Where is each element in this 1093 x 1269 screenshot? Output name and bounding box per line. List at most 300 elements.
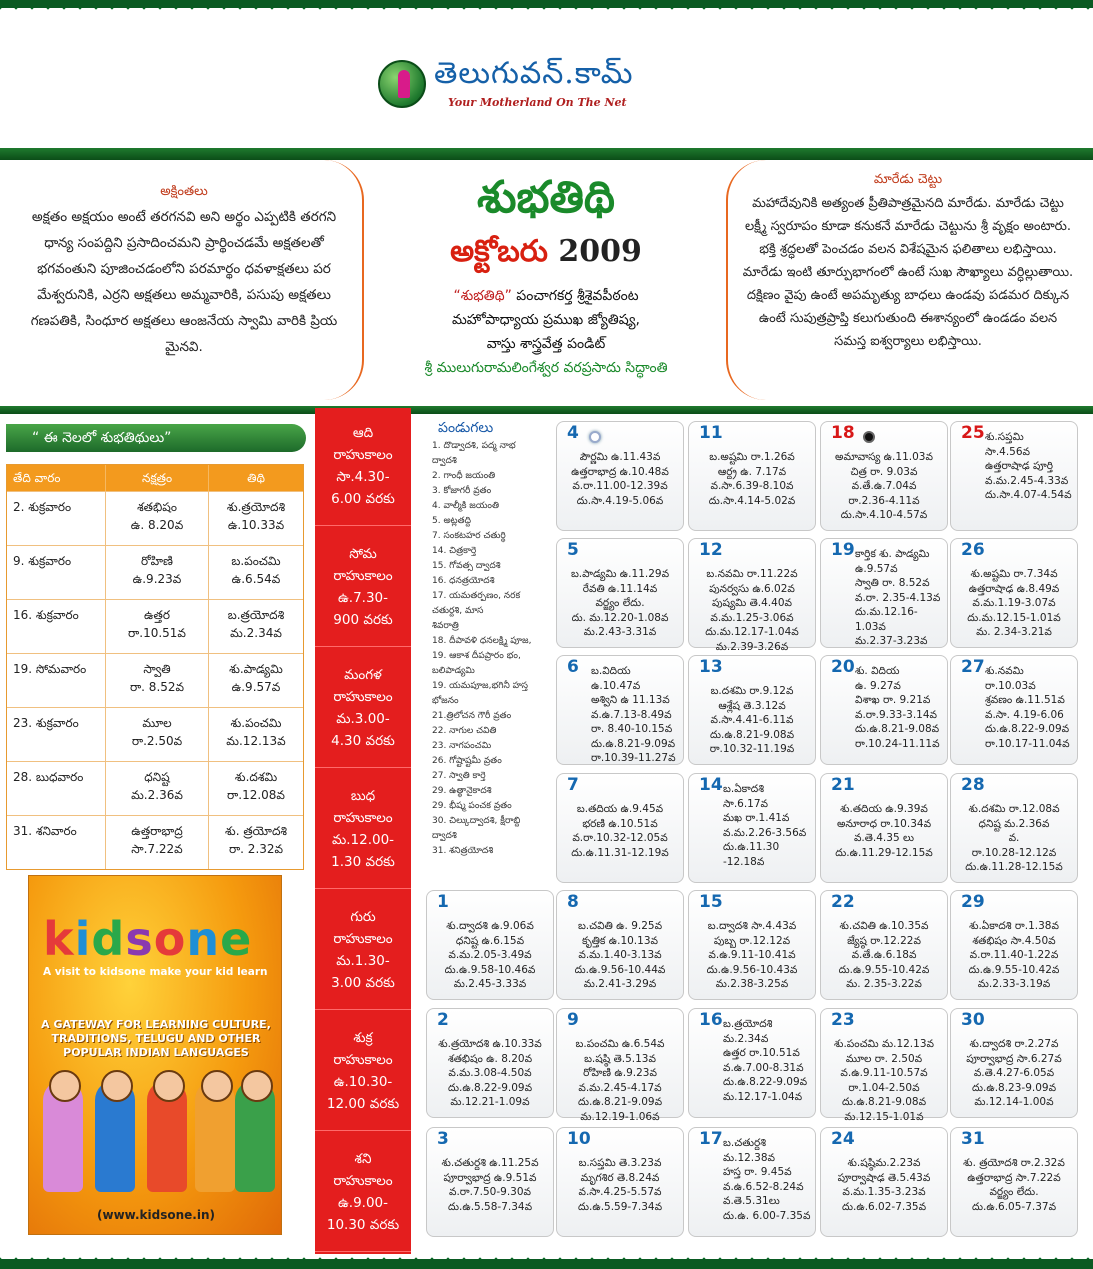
day-detail-line: దు.ఉ.8.22-9.09వ <box>723 1076 808 1088</box>
day-detail-line: వ.తే.ఉ.7.04వ <box>851 480 917 492</box>
day-detail-line: వ.మ.2.45-4.17వ <box>578 1081 662 1094</box>
credit-name: శ్రీ ములుగురామలింగేశ్వర వరప్రసాదు సిద్ధాంతి <box>424 360 668 376</box>
day-number: 27 <box>961 657 985 677</box>
rahukalam-block <box>315 1134 411 1252</box>
festival-item: 23. నాగపంచమి <box>432 741 492 751</box>
day-detail-line: బ.సప్తమి తె.3.23వ <box>578 1157 662 1169</box>
day-detail-line: పుష్యమి తె.4.40వ <box>712 597 792 609</box>
rahukalam-day: బుధ <box>350 788 376 804</box>
site-logo[interactable] <box>378 56 638 112</box>
row-nakshatra: ఉత్తరాభాద్ర సా.7.22వ <box>105 816 209 869</box>
day-cell[interactable] <box>426 890 554 1000</box>
day-detail-line: జ్యేష్ఠ రా.12.22వ <box>847 934 921 947</box>
day-detail-line: ఉ.9.57వ <box>855 562 898 575</box>
row-tithi: శు. త్రయోదశి రా. 2.32వ <box>224 824 288 856</box>
header-tithi: తిథి <box>247 471 265 485</box>
day-detail-line: దు.ఉ.8.21-9.08వ <box>855 723 940 735</box>
logo-text: తెలుగువన్.కామ్ <box>434 56 634 91</box>
table-row <box>7 707 303 761</box>
day-cell[interactable] <box>820 773 948 883</box>
table-row <box>7 491 303 545</box>
festival-item: 16. ధనత్రయోదశి <box>432 576 495 586</box>
day-detail-line: దు.ఉ.5.58-7.34వ <box>447 1200 533 1213</box>
day-detail-line: వ.రా.7.50-9.30వ <box>449 1186 531 1198</box>
festival-item: 29. ఉత్థానైకాదశి <box>432 786 492 796</box>
day-detail-line: దు.ఉ.8.21-9.09వ <box>577 1096 663 1108</box>
day-detail-line: వ.మ.1.40-3.13వ <box>578 949 662 961</box>
rahukalam-label: రాహుకాలం <box>333 931 393 947</box>
rahukalam-label: రాహుకాలం <box>333 568 393 584</box>
day-cell[interactable] <box>556 1008 684 1123</box>
shubha-table <box>6 464 304 870</box>
festival-item: భోజనం <box>432 696 459 706</box>
day-number: 22 <box>831 892 855 912</box>
day-detail-line: వ.ఉ.7.13-8.49వ <box>591 708 672 721</box>
day-detail-line: వ.తె.4.27-6.05వ <box>973 1067 1055 1079</box>
day-detail-line: శు.అష్టమి రా.7.34వ <box>970 568 1058 580</box>
rahukalam-day: శని <box>354 1151 372 1167</box>
day-detail-line: హస్త రా. 9.45వ <box>723 1166 792 1178</box>
kid-illustration <box>147 1080 187 1192</box>
maredu-title: మారేడు చెట్టు <box>873 172 943 187</box>
month-name: అక్టోబరు <box>450 234 548 269</box>
day-number: 18 <box>831 423 855 443</box>
day-cell[interactable] <box>688 773 816 883</box>
day-detail-line: దు.ఉ.8.22-9.09వ <box>447 1081 533 1094</box>
ad-tagline: A visit to kidsone make your kid learn <box>43 966 268 978</box>
festival-item: 1. దొడ్వాదశి, పద్మ నాభ <box>432 441 516 451</box>
day-detail-line: వ.ఉ.6.52-8.24వ <box>723 1180 804 1193</box>
festival-item: శివరాత్రి <box>432 621 459 631</box>
day-detail-line: శు.నవమి రా.10.03వ <box>985 665 1036 692</box>
rahukalam-time: మ.12.00- <box>331 832 395 848</box>
rahukalam-day: శుక్ర <box>353 1030 373 1046</box>
credit-line-2: మహోపాధ్యాయ ప్రముఖ జ్యోతిష్య, <box>451 312 641 328</box>
festival-item: ద్వాదశి <box>432 831 457 841</box>
day-cell[interactable] <box>556 1127 684 1237</box>
festival-item: 17. యమతర్పణం, నరక <box>432 591 521 601</box>
table-row <box>7 815 303 869</box>
day-detail-line: మ.12.17-1.04వ <box>723 1090 803 1103</box>
header-date-day: తేది వారం <box>13 471 61 485</box>
day-cell[interactable] <box>820 538 948 648</box>
day-cell[interactable] <box>950 421 1078 531</box>
day-detail-line: వర్జ్యం లేదు. <box>595 597 645 609</box>
day-cell[interactable] <box>950 773 1078 883</box>
day-detail-line: శు.షష్ఠిమ.2.23వ <box>847 1157 921 1169</box>
day-detail-line: వ.మ.2.26-3.56వ <box>723 826 807 839</box>
day-number: 24 <box>831 1129 855 1149</box>
day-detail-line: వ.మ.3.08-4.50వ <box>448 1067 532 1079</box>
day-detail-line: వ.మ.2.05-3.49వ <box>448 949 532 961</box>
day-detail-line: దు. మ.12.20-1.08వ <box>571 611 669 624</box>
day-number: 7 <box>567 775 579 795</box>
row-day: 2. శుక్రవారం <box>13 500 72 514</box>
day-detail-line: వ.మ.2.45-4.33వ <box>985 474 1069 487</box>
rahukalam-strip <box>315 408 411 1254</box>
day-number: 31 <box>961 1129 985 1149</box>
credit-line-1 <box>372 284 720 308</box>
festival-item: 5. అట్లతద్ది <box>432 516 471 526</box>
day-number: 30 <box>961 1010 985 1030</box>
day-detail-line: రా.2.36-4.11వ <box>848 494 920 507</box>
day-cell[interactable] <box>688 538 816 653</box>
content-divider-bar <box>0 406 1093 414</box>
day-detail-line: దు.ఉ.9.56-10.44వ <box>574 963 666 976</box>
day-detail-line: శు.చవితి ఉ.10.35వ <box>839 920 929 932</box>
day-detail-line: దు.ఉ.9.58-10.46వ <box>444 963 536 976</box>
day-detail-line: వ.మ.1.19-3.07వ <box>972 597 1056 609</box>
rahukalam-block <box>315 892 411 1010</box>
day-detail-line: శు.దశమి రా.12.08వ <box>968 803 1060 815</box>
row-day: 23. శుక్రవారం <box>13 716 79 730</box>
ad-url[interactable]: (www.kidsone.in) <box>97 1208 215 1222</box>
akshintalu-panel <box>6 160 364 400</box>
festival-item: చతుర్దశి, మాస <box>432 606 484 616</box>
day-cell[interactable] <box>688 1008 816 1118</box>
kid-illustration <box>95 1080 135 1192</box>
day-detail-line: దు.ఉ. 6.00-7.35వ <box>723 1209 811 1222</box>
day-detail-line: బ.అష్టమి రా.1.26వ <box>709 451 795 463</box>
kidsone-logo: kidsone <box>43 912 253 966</box>
day-cell[interactable] <box>426 1127 554 1237</box>
rahukalam-time: ఉ.9.00- <box>338 1195 388 1211</box>
day-detail-line: మ.2.45-3.33వ <box>453 978 527 990</box>
day-detail-line: భరణి ఉ.10.51వ <box>582 817 658 830</box>
day-detail-line: వ.రా.11.00-12.39వ <box>572 480 668 492</box>
festival-item: 18. దీపావళి ధనలక్ష్మి పూజ, <box>432 636 532 646</box>
day-detail-line: అమావాస్య ఉ.11.03వ <box>835 451 933 463</box>
row-nakshatra: ధనిష్ట మ.2.36వ <box>105 762 209 815</box>
day-cell[interactable] <box>950 1127 1078 1237</box>
akshintalu-title: అక్షింతలు <box>160 184 208 199</box>
day-detail-line: బ.దశమి రా.9.12వ <box>710 685 794 697</box>
day-number: 20 <box>831 657 855 677</box>
day-detail-line: దు.సా.4.10-4.57వ <box>840 509 928 521</box>
day-detail-line: ఉ. 9.27వ <box>855 679 901 692</box>
day-detail-line: శ్రవణం ఉ.11.51వ <box>985 694 1065 706</box>
day-detail-line: దు.ఉ.9.55-10.42వ <box>838 963 930 976</box>
day-detail-line: మ.12.19-1.06వ <box>580 1110 660 1123</box>
rahukalam-end: 4.30 వరకు <box>331 733 395 749</box>
day-detail-line: పూర్వాషాఢ తె.5.43వ <box>837 1171 931 1184</box>
festival-item: 31. శనిత్రయోదశి <box>432 846 494 856</box>
day-detail-line: ఉత్తరాషాఢ ఉ.8.49వ <box>968 582 1060 595</box>
day-cell[interactable] <box>950 890 1078 1000</box>
day-detail-line: శు.ఏకాదశి రా.1.38వ <box>969 920 1059 932</box>
row-tithi: శు.పంచమి మ.12.13వ <box>226 716 286 748</box>
rahukalam-day: సోమ <box>349 546 377 562</box>
festival-item: 3. కోజాగరీ వ్రతం <box>432 486 492 496</box>
rahukalam-end: 10.30 వరకు <box>326 1217 400 1233</box>
day-detail-line: రా.10.17-11.04వ <box>985 737 1070 750</box>
table-row <box>7 653 303 707</box>
day-detail-line: శు.పంచమి మ.12.13వ <box>834 1038 934 1050</box>
day-detail-line: వ.తే.ఉ.6.18వ <box>851 949 917 961</box>
rahukalam-day: ఆది <box>352 425 374 441</box>
row-nakshatra: శతభిషం ఉ. 8.20వ <box>105 492 209 545</box>
row-day: 16. శుక్రవారం <box>13 608 79 622</box>
rahukalam-time: ఉ.7.30- <box>338 590 388 606</box>
day-detail-line: మ.2.39-3.26వ <box>715 640 789 653</box>
day-number: 25 <box>961 423 985 443</box>
credit-line-1-rest: పంచాగకర్త శ్రీశైవపీఠంట <box>511 288 639 304</box>
day-detail-line: శు.సప్తమి <box>985 431 1024 443</box>
day-detail-line: వ.ఉ.7.00-8.31వ <box>723 1061 804 1074</box>
day-cell[interactable] <box>688 655 816 765</box>
day-number: 19 <box>831 540 855 560</box>
day-detail-line: వ.రా.10.32-12.05వ <box>572 832 668 844</box>
table-header <box>7 465 303 491</box>
day-detail-line: దు.ఉ.9.56-10.43వ <box>706 963 798 976</box>
day-detail-line: దు.సా.4.19-5.06వ <box>576 494 664 507</box>
day-number: 17 <box>699 1129 723 1149</box>
day-number: 6 <box>567 657 579 677</box>
day-number: 4 <box>567 423 579 443</box>
day-number: 2 <box>437 1010 449 1030</box>
bottom-border-band <box>0 1259 1093 1269</box>
kid-illustration <box>195 1080 235 1192</box>
day-cell[interactable] <box>556 773 684 883</box>
day-detail-line: శు.త్రయోదశి ఉ.10.33వ <box>438 1038 542 1050</box>
day-detail-line: మఖ రా.1.41వ <box>723 812 790 824</box>
day-detail-line: దు.ఉ.8.23-9.09వ <box>971 1081 1057 1094</box>
festival-item: 27. స్వాతి కార్తె <box>432 771 486 781</box>
day-detail-line: బ.విదియ ఉ.10.47వ <box>591 665 641 692</box>
credit-quote: “శుభతిథి” <box>453 288 512 304</box>
festival-item: 2. గాంధీ జయంతి <box>432 471 496 481</box>
kidsone-advertisement[interactable] <box>28 875 282 1235</box>
ad-description: A GATEWAY FOR LEARNING CULTURE, TRADITIONS, TELUGU AND OTHER POPULAR INDIAN LANGUAGES <box>41 1018 271 1059</box>
row-day: 19. సోమవారం <box>13 662 87 676</box>
rahukalam-end: 3.00 వరకు <box>331 975 395 991</box>
day-detail-line: ఉత్తరాభాద్ర ఉ.10.48వ <box>571 465 669 478</box>
rahukalam-end: 6.00 వరకు <box>331 491 395 507</box>
day-cell[interactable] <box>820 890 948 1000</box>
day-detail-line: అశ్విని ఉ 11.13వ <box>591 694 670 706</box>
day-cell[interactable] <box>556 421 684 531</box>
day-detail-line: మ.12.14-1.00వ <box>974 1096 1054 1108</box>
row-tithi: శు.పాడ్యమి ఉ.9.57వ <box>229 662 283 694</box>
day-number: 11 <box>699 423 723 443</box>
kid-illustration <box>235 1080 275 1192</box>
day-detail-line: బ.త్రయోదశి <box>723 1018 773 1030</box>
header-nakshatra: నక్షత్రం <box>105 465 209 491</box>
day-detail-line: పూర్వాభాద్ర సా.6.27వ <box>966 1052 1062 1065</box>
festival-item: 19. ఆకాశ దీపప్రారం భం, <box>432 651 521 661</box>
day-detail-line: మ.2.38-3.25వ <box>715 978 789 990</box>
day-detail-line: మృగశిర తె.8.24వ <box>580 1171 660 1184</box>
day-detail-line: వ.సా.6.39-8.10వ <box>710 480 794 492</box>
day-detail-line: దు.ఉ.11.31-12.19వ <box>571 846 669 859</box>
shubha-ribbon: “ ఈ నెలలో శుభతిథులు” <box>6 424 306 452</box>
logo-tagline: Your Motherland On The Net <box>448 96 627 109</box>
day-number: 12 <box>699 540 723 560</box>
rahukalam-day: మంగళ <box>344 667 382 683</box>
day-cell[interactable] <box>820 1008 948 1123</box>
day-number: 5 <box>567 540 579 560</box>
row-day: 31. శనివారం <box>13 824 77 838</box>
day-detail-line: దు.సా.4.14-5.02వ <box>708 494 796 507</box>
row-tithi: బ.త్రయోదశి మ.2.34వ <box>227 608 285 640</box>
day-detail-line: వర్జ్యం లేదు. <box>989 1186 1039 1198</box>
day-detail-line: కార్తిక శు. పాడ్యమి <box>855 548 930 560</box>
day-detail-line: వ.ఉ.9.11-10.57వ <box>840 1067 928 1079</box>
day-detail-line: ఉత్తర రా.10.51వ <box>723 1047 800 1059</box>
day-detail-line: వ.మ.1.25-3.06వ <box>710 611 794 624</box>
day-detail-line: సా.4.56వ <box>985 445 1031 458</box>
table-row <box>7 545 303 599</box>
maredu-text: మహాదేవునికి అత్యంత ప్రీతిపాత్రమైనది మారేడు. మారేడు చెట్టు లక్ష్మీ స్వరూపం కూడా కనుకనే మారేడు చెట్టును శ్రీ వృక్షం అంటారు. భక్తి శ్రద్ధలతో పెంచడం వలన విశేషమైన ఫలితాలు లభిస్తాయి. మారేడు ఇంటి తూర్పుభాగంలో ఉంటే సుఖ సౌఖ్యాలు వర్ధిల్లుతాయి. దక్షిణం వైపు ఉంటే అపమృత్యు బాధలు ఉండవు పడమర దిక్కున ఉంటే సుపుత్రప్రాప్తి కలుగుతుంది ఈశాన్యంలో ఉండడం వలన సమస్త ఐశ్వర్యాలు లభిస్తాయి. <box>742 196 1074 349</box>
month-title <box>372 234 720 276</box>
day-detail-line: మ.12.15-1.01వ <box>844 1110 924 1123</box>
day-cell[interactable] <box>688 890 816 1000</box>
day-cell[interactable] <box>950 538 1078 648</box>
day-detail-line: దు.సా.4.07-4.54వ <box>985 489 1072 501</box>
day-detail-line: దు.ఉ.5.59-7.34వ <box>577 1200 663 1213</box>
rahukalam-end: 900 వరకు <box>333 612 393 628</box>
day-detail-line: మ.2.41-3.29వ <box>583 978 657 990</box>
rahukalam-block <box>315 529 411 647</box>
day-detail-line: ఉత్తరాషాఢ పూర్తి <box>985 460 1053 472</box>
festival-item: 19. యమపూజ,భగినీ హస్త <box>432 681 529 691</box>
day-detail-line: వ.రా. 2.35-4.13వ <box>855 591 941 604</box>
day-cell[interactable] <box>426 1008 554 1118</box>
day-number: 13 <box>699 657 723 677</box>
day-number: 26 <box>961 540 985 560</box>
day-detail-line: సా.6.17వ <box>723 797 769 810</box>
day-detail-line: బ.చతుర్దశి మ.12.38వ <box>723 1137 775 1164</box>
maredu-panel <box>726 160 1088 400</box>
day-cell[interactable] <box>950 1008 1078 1118</box>
day-detail-line: దు.ఉ.8.21-9.08వ <box>709 728 795 741</box>
row-nakshatra: ఉత్తర రా.10.51వ <box>105 600 209 653</box>
day-detail-line: ఆర్ద్ర ఉ. 7.17వ <box>717 465 787 478</box>
day-detail-line: దు.మ.12.16-1.03వ <box>855 606 918 633</box>
day-detail-line: వ.సా. 4.19-6.06 <box>985 708 1064 721</box>
day-detail-line: శు.చతుర్దశి ఉ.11.25వ <box>441 1157 539 1169</box>
festival-item: 4. వాల్మీకి జయంతి <box>432 501 500 511</box>
row-day: 28. బుధవారం <box>13 770 84 784</box>
day-number: 8 <box>567 892 579 912</box>
rahukalam-block <box>315 408 411 526</box>
festival-item: 30. చిల్కుద్వాదశి, క్షీరాబ్ది <box>432 816 521 826</box>
table-row <box>7 599 303 653</box>
festival-item: 15. గోవత్స ద్వాదశి <box>432 561 501 571</box>
day-cell[interactable] <box>820 421 948 531</box>
day-detail-line: శు. విదియ <box>855 665 900 677</box>
day-detail-line: మ.2.37-3.23వ <box>855 635 928 647</box>
rahukalam-label: రాహుకాలం <box>333 689 393 705</box>
credit-block <box>372 284 720 380</box>
day-detail-line: బ.తదియ ఉ.9.45వ <box>576 803 664 815</box>
day-detail-line: శు.ద్వాదశి రా.2.27వ <box>969 1038 1059 1050</box>
day-detail-line: రా.10.24-11.11వ <box>855 737 940 750</box>
day-detail-line: దు.ఉ.9.55-10.42వ <box>968 963 1060 976</box>
day-detail-line: మూల రా. 2.50వ <box>845 1052 923 1065</box>
top-border-band <box>0 0 1093 8</box>
day-detail-line: చిత్ర రా. 9.03వ <box>850 465 918 478</box>
day-detail-line: ధనిష్ట ఉ.6.15వ <box>455 934 525 947</box>
day-cell[interactable] <box>950 655 1078 765</box>
day-detail-line: ఉత్తరాభాద్ర సా.7.22వ <box>967 1171 1061 1184</box>
day-detail-line: వ.ఉ.9.11-10.41వ <box>708 949 796 961</box>
day-number: 16 <box>699 1010 723 1030</box>
day-number: 23 <box>831 1010 855 1030</box>
rahukalam-time: మ.1.30- <box>336 953 390 969</box>
rahukalam-block <box>315 771 411 889</box>
day-number: 10 <box>567 1129 591 1149</box>
day-detail-line: పుబ్బ రా.12.12వ <box>713 934 791 947</box>
day-detail-line: శతభిషం సా.4.50వ <box>972 934 1056 947</box>
day-cell[interactable] <box>556 890 684 1000</box>
day-detail-line: అనూరాధ రా.10.34వ <box>836 817 932 830</box>
new-moon-icon <box>863 431 875 443</box>
day-detail-line: రా. 8.40-10.15వ <box>591 723 673 735</box>
full-moon-icon <box>589 431 601 443</box>
day-cell[interactable] <box>688 421 816 531</box>
day-detail-line: బ.నవమి రా.11.22వ <box>706 568 798 580</box>
day-detail-line: దు.ఉ.11.28-12.15వ <box>965 861 1063 873</box>
day-detail-line: వ.రా.11.40-1.22వ <box>969 949 1059 961</box>
rahukalam-end: 12.00 వరకు <box>326 1096 400 1112</box>
credit-line-3: వాస్తు శాస్త్రవేత్త పండిట్ <box>486 336 606 352</box>
day-detail-line: దు.మ.12.15-1.01వ <box>967 611 1061 624</box>
rahukalam-block <box>315 650 411 768</box>
day-detail-line: వ. <box>1008 832 1020 844</box>
day-number: 1 <box>437 892 449 912</box>
title-panel <box>372 160 720 400</box>
rahukalam-label: రాహుకాలం <box>333 810 393 826</box>
day-detail-line: రా.10.39-11.27వ <box>591 752 676 764</box>
day-cell[interactable] <box>556 655 684 765</box>
day-detail-line: బ.పంచమి ఉ.6.54వ <box>575 1038 665 1050</box>
day-detail-line: మ. 2.35-3.22వ <box>846 978 922 990</box>
row-tithi: బ.పంచమి ఉ.6.54వ <box>231 554 281 586</box>
day-cell[interactable] <box>556 538 684 648</box>
rahukalam-time: సా.4.30- <box>336 469 390 485</box>
festival-item: 22. నాగుల చవితి <box>432 726 497 736</box>
rahukalam-time: మ.3.00- <box>336 711 390 727</box>
day-detail-line: వ.సా.4.41-6.11వ <box>710 714 794 726</box>
day-detail-line: శు.ద్వాదశి ఉ.9.06వ <box>446 920 534 932</box>
day-detail-line: రా.10.32-11.19వ <box>709 743 795 755</box>
day-cell[interactable] <box>820 655 948 765</box>
rahukalam-day: గురు <box>350 909 376 925</box>
day-detail-line: బ.షష్ఠి తె.5.13వ <box>584 1052 656 1065</box>
day-detail-line: పునర్వసు ఉ.6.02వ <box>709 582 795 595</box>
day-detail-line: శు. త్రయోదశి రా.2.32వ <box>963 1157 1065 1169</box>
day-detail-line: వ.సా.4.25-5.57వ <box>578 1186 662 1198</box>
day-detail-line: ఆశ్లేష తె.3.12వ <box>718 699 786 712</box>
globe-icon <box>378 60 426 108</box>
day-detail-line: దు.ఉ.11.30 -12.18వ <box>723 841 780 868</box>
day-detail-line: స్వాతి రా. 8.52వ <box>855 577 930 589</box>
day-detail-line: వ.మ.1.35-3.23వ <box>842 1186 926 1198</box>
day-detail-line: వ.రా.9.33-3.14వ <box>855 708 937 721</box>
day-detail-line: దు.ఉ.8.21-9.08వ <box>841 1096 927 1108</box>
day-detail-line: పౌర్ణమి ఉ.11.43వ <box>579 451 661 463</box>
day-number: 9 <box>567 1010 579 1030</box>
row-nakshatra: స్వాతి రా. 8.52వ <box>105 654 209 707</box>
festival-item: ద్వాదశి <box>432 456 457 466</box>
day-detail-line: మ.12.21-1.09వ <box>450 1096 530 1108</box>
day-detail-line: మ.2.34వ <box>723 1032 769 1045</box>
rahukalam-block <box>315 1013 411 1131</box>
day-cell[interactable] <box>820 1127 948 1237</box>
day-cell[interactable] <box>688 1127 816 1237</box>
day-detail-line: రా.1.04-2.50వ <box>848 1081 920 1094</box>
